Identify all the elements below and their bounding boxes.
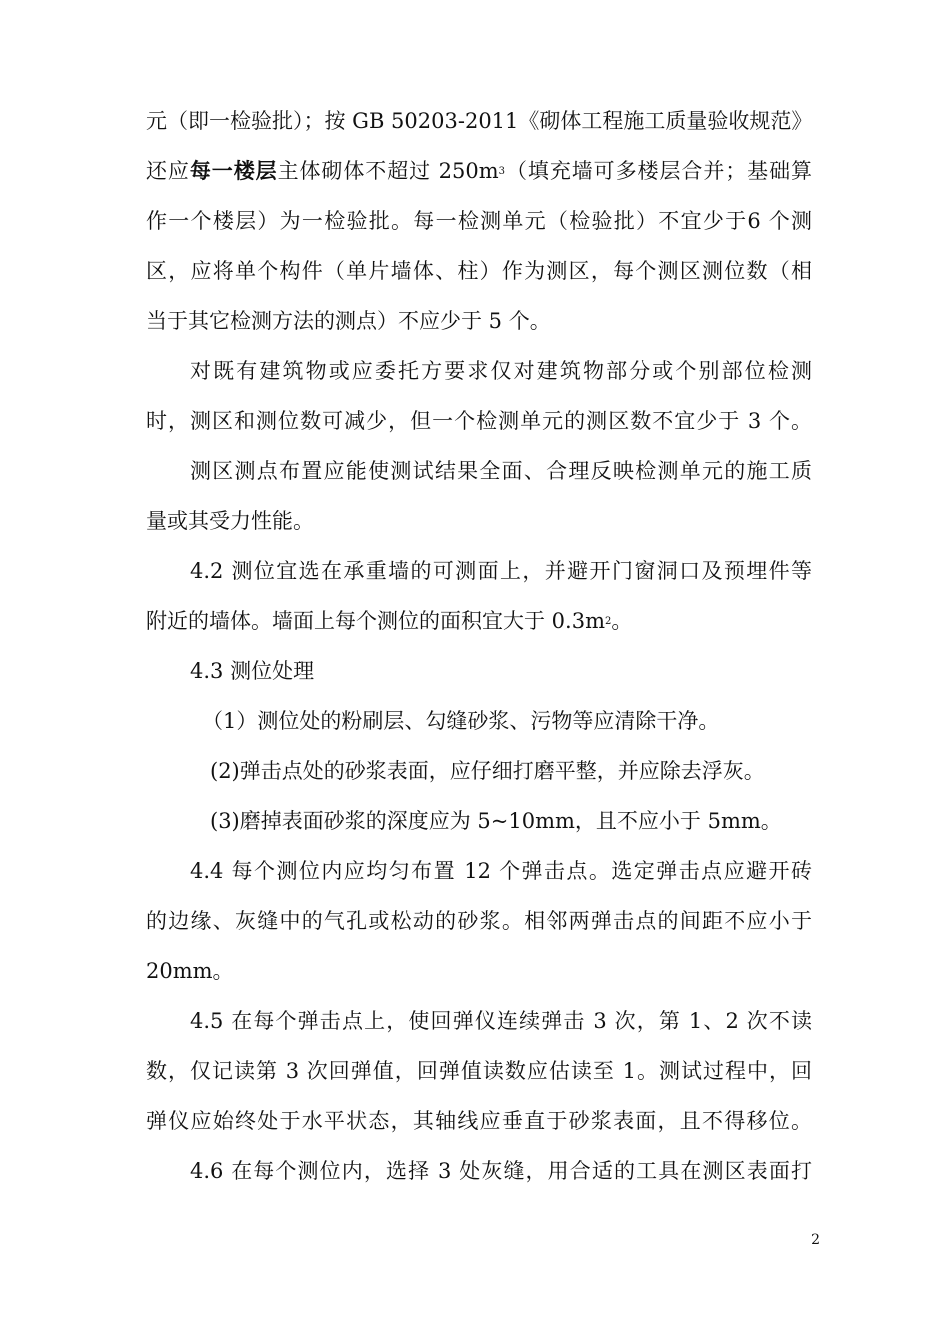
text-line: 时，测区和测位数可减少，但一个检测单元的测区数不宜少于 3 个。 <box>146 409 812 433</box>
list-item: (2)弹击点处的砂浆表面，应仔细打磨平整，并应除去浮灰。 <box>210 759 765 783</box>
text-line: 元（即一检验批）；按 GB 50203-2011《砌体工程施工质量验收规范》 <box>146 109 812 133</box>
text-line: 数，仅记读第 3 次回弹值，回弹值读数应估读至 1。测试过程中，回 <box>146 1059 812 1083</box>
list-item: (3)磨掉表面砂浆的深度应为 5~10mm，且不应小于 5mm。 <box>210 809 782 833</box>
text-line: 当于其它检测方法的测点）不应少于 5 个。 <box>146 309 551 333</box>
text-line <box>146 606 812 636</box>
text-fragment: （填充墙可多楼层合并；基础算 <box>505 159 812 183</box>
text-line: 4.6 在每个测位内，选择 3 处灰缝，用合适的工具在测区表面打 <box>190 1159 812 1183</box>
list-item: （1）测位处的粉刷层、勾缝砂浆、污物等应清除干净。 <box>202 709 720 733</box>
text-line: 20mm。 <box>146 959 234 983</box>
text-fragment: 还应 <box>146 159 190 183</box>
superscript: 2 <box>604 616 612 627</box>
text-line: 4.4 每个测位内应均匀布置 12 个弹击点。选定弹击点应避开砖 <box>190 859 812 883</box>
text-line: 对既有建筑物或应委托方要求仅对建筑物部分或个别部位检测 <box>190 359 812 383</box>
text-fragment: 主体砌体不超过 250m <box>277 159 499 183</box>
bold-text: 每一楼层 <box>189 158 278 183</box>
text-fragment: 附近的墙体。墙面上每个测位的面积宜大于 0.3m <box>146 609 605 633</box>
text-line: 弹仪应始终处于水平状态，其轴线应垂直于砂浆表面，且不得移位。 <box>146 1109 812 1133</box>
page-number: 2 <box>811 1232 820 1248</box>
text-line <box>146 156 812 186</box>
text-line: 测区测点布置应能使测试结果全面、合理反映检测单元的施工质 <box>190 459 812 483</box>
section-heading: 4.3 测位处理 <box>190 659 315 683</box>
text-fragment: 。 <box>611 609 633 633</box>
text-line: 量或其受力性能。 <box>146 509 314 533</box>
text-line: 区，应将单个构件（单片墙体、柱）作为测区，每个测区测位数（相 <box>146 259 812 283</box>
text-line: 作一个楼层）为一检验批。每一检测单元（检验批）不宜少于6 个测 <box>146 209 812 233</box>
text-line: 4.2 测位宜选在承重墙的可测面上，并避开门窗洞口及预埋件等 <box>190 559 812 583</box>
superscript: 3 <box>498 166 506 177</box>
text-line: 的边缘、灰缝中的气孔或松动的砂浆。相邻两弹击点的间距不应小于 <box>146 909 812 933</box>
text-line: 4.5 在每个弹击点上，使回弹仪连续弹击 3 次，第 1、2 次不读 <box>190 1009 812 1033</box>
